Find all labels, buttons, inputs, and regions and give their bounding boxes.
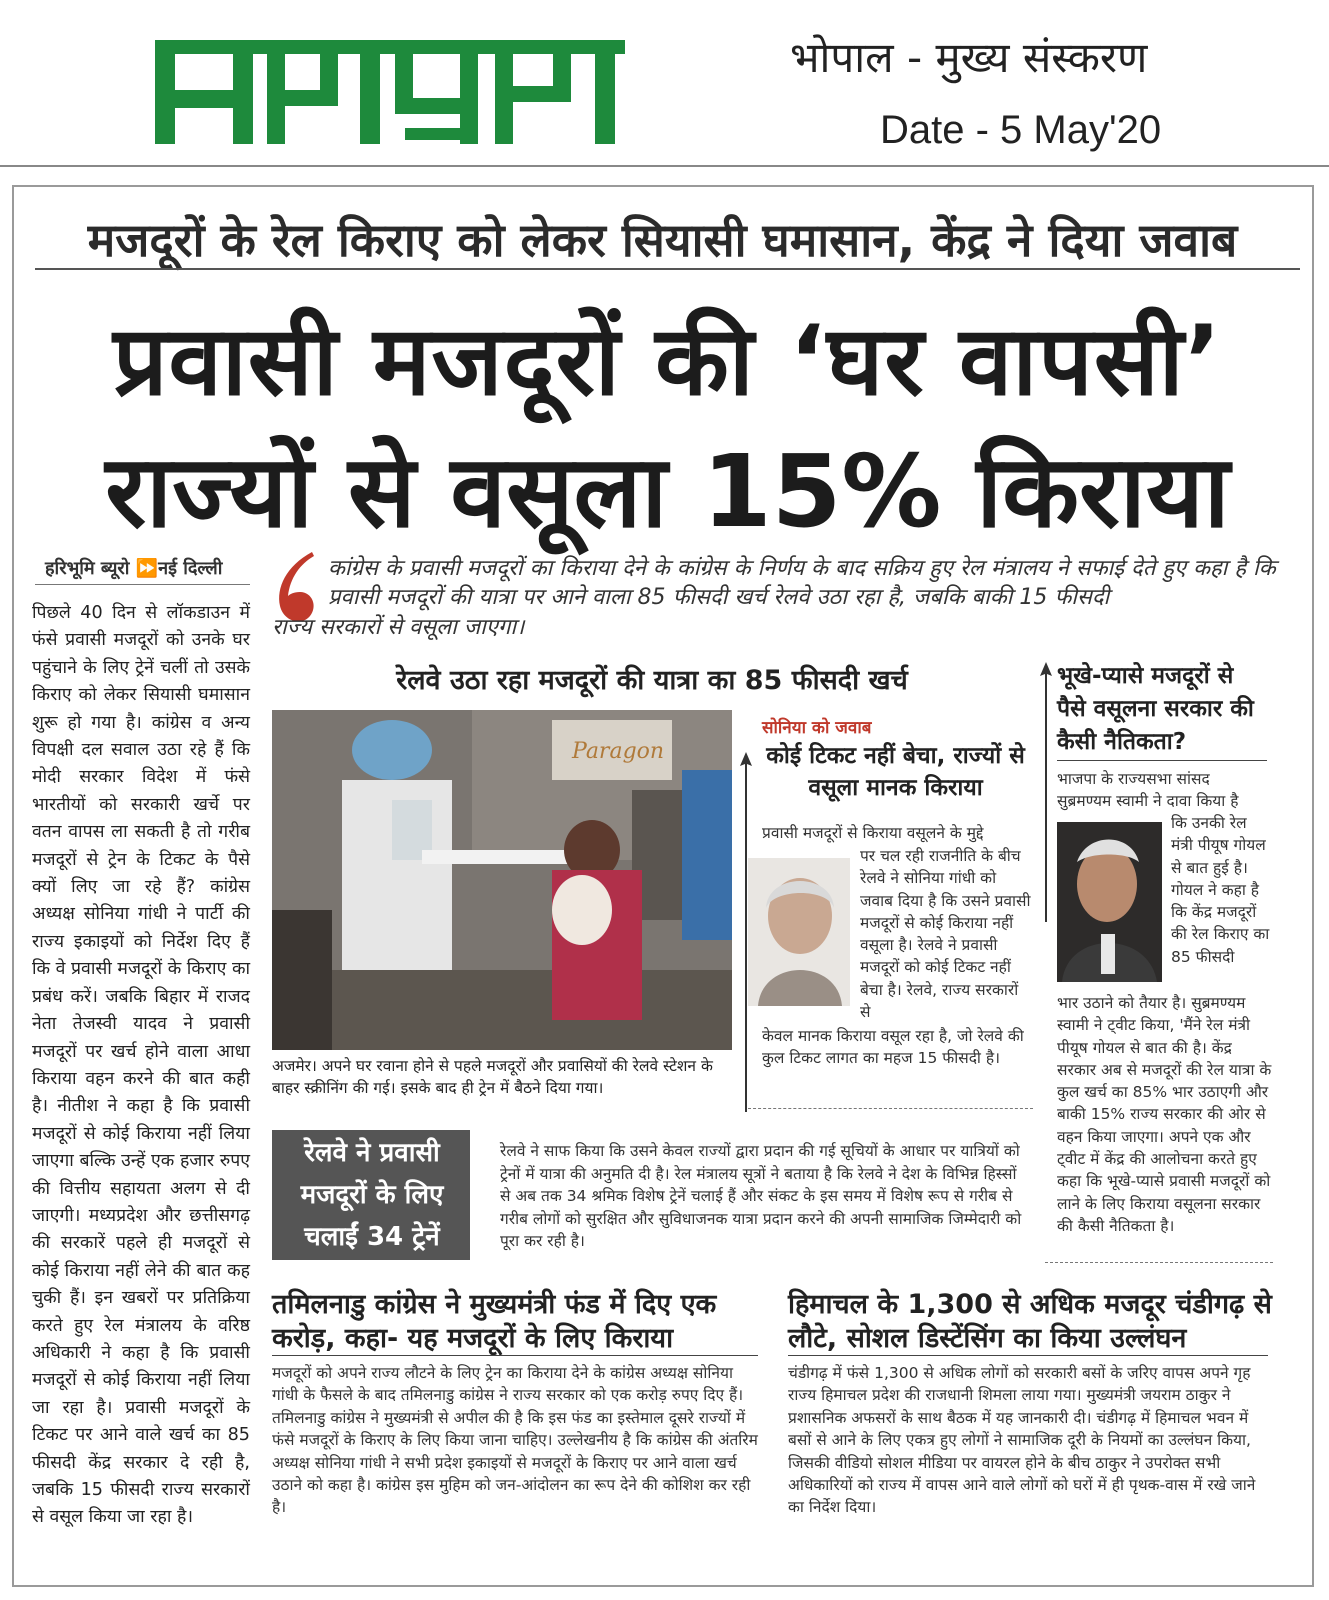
pull-quote-end: राज्य सरकारों से वसूला जाएगा। [272,615,525,640]
sonia-kicker: सोनिया को जवाब [762,718,872,738]
header-divider [0,165,1329,167]
lead-article-body: पिछले 40 दिन से लॉकडाउन में फंसे प्रवासी मजदूरों को उनके घर पहुंचाने के लिए ट्रेनें चलीं तो उसके किराए को लेकर सियासी घमासान शुरू हो गया है। कांग्रेस व अन्य विपक्षी दल सवाल उठा रहे हैं कि मोदी सरकार विदेश में फंसे भारतीयों को सरकारी खर्चे पर वतन वापस ला सकती है तो गरीब मजदूरों से ट्रेन के टिकट के पैसे क्यों लिए जा रहे हैं? कांग्रेस अध्यक्ष सोनिया गांधी ने पार्टी की राज्य इकाइयों को निर्देश दिए हैं कि वे प्रवासी मजदूरों के किराए का प्रबंध करें। जबकि बिहार में राजद नेता तेजस्वी यादव ने प्रवासी मजदूरों पर खर्च होने वाला आधा किराया वहन करने की बात कही है। नीतीश ने कहा है कि प्रवासी मजदूरों से कोई किराया नहीं लिया जाएगा बल्कि उन्हें एक हजार रुपए की वित्तीय सहायता अलग से दी जाएगी। मध्यप्रदेश और छत्तीसगढ़ की सरकारें पहले ही मजदूरों से कोई किराया नहीं लेने की बात कह चुकी हैं। इन खबरों पर प्रतिक्रिया करते हुए रेल मंत्रालय के वरिष्ठ अधिकारी ने कहा है कि प्रवासी मजदूरों से कोई किराया नहीं लिया जा रहा है। प्रवासी मजदूरों के टिकट पर आने वाले खर्च का 85 फीसदी केंद्र सरकार दे रही है, जबकि 15 फीसदी राज्य सरकारों से वसूल किया जा रहा है। [32,603,251,1528]
headline-line-2: राज्यों से वसूला 15% किराया [105,433,1230,550]
sonia-headline: कोई टिकट नहीं बेचा, राज्यों से वसूला मानक किराया [766,743,1025,801]
tamilnadu-headline: तमिलनाडु कांग्रेस ने मुख्यमंत्री फंड में दिए एक करोड़, कहा- यह मजदूरों के लिए किराया [272,1289,717,1354]
byline: हरिभूमि ब्यूरो ⏩नई दिल्ली [45,558,223,579]
byline-divider [35,584,250,585]
arrow-up-icon [1040,662,1052,922]
himachal-headline: हिमाचल के 1,300 से अधिक मजदूर चंडीगढ़ से लौटे, सोशल डिस्टेंसिंग का किया उल्लंघन [788,1289,1272,1354]
sonia-text-side: पर चल रही राजनीति के बीच रेलवे ने सोनिया गांधी को जवाब दिया है कि उसने प्रवासी मजदूरों से कोई किराया नहीं वसूला है। रेलवे ने प्रवासी मजदूरों को कोई टिकट नहीं बेचा है। रेलवे, राज्य सरकारों से [860,847,1031,1022]
edition-date: Date - 5 May'20 [880,108,1162,152]
swamy-text-bottom: भार उठाने को तैयार है। सुब्रमण्यम स्वामी ने ट्वीट किया, 'मैंने रेल मंत्री पीयूष गोयल से बात की है। केंद्र सरकार अब से मजदूरों की रेल यात्रा के कुल खर्च का 85% भार उठाएगी और बाकी 15% राज्य सरकार की ओर से वहन किया जाएगा। अपने एक और ट्वीट में केंद्र की आलोचना करते हुए कहा कि भूखे-प्यासे प्रवासी मजदूरों को लाने के लिए किराया वसूलना सरकार की कैसी नैतिकता है। [1057,994,1272,1235]
himachal-text: चंडीगढ़ में फंसे 1,300 से अधिक लोगों को सरकारी बसों के जरिए वापस अपने गृह राज्य हिमाचल प्रदेश की राजधानी शिमला लाया गया। मुख्यमंत्री जयराम ठाकुर ने प्रशासनिक अफसरों के साथ बैठक में यह जानकारी दी। चंडीगढ़ में हिमाचल भवन में बसों से आने के लिए एकत्र हुए लोगों ने सामाजिक दूरी के नियमों का उल्लंघन किया, जिसकी वीडियो सोशल मीडिया पर वायरल होने के बीच ठाकुर ने उपरोक्त सभी अधिकारियों को राज्य में वापस आने वाले लोगों को घरों में ही पृथक-वास में रखे जाने का निर्देश दिया। [788,1364,1256,1517]
railway-subheadline: रेलवे उठा रहा मजदूरों की यात्रा का 85 फीसदी खर्च [396,665,908,696]
sonia-text-top: प्रवासी मजदूरों से किराया वसूलने के मुद्दे [762,824,984,842]
trains-highlight-title: रेलवे ने प्रवासी मजदूरों के लिए चलाईं 34 ट्रेनें [300,1138,444,1252]
swamy-text-side: कि उनकी रेल मंत्री पीयूष गोयल से बात हुई है। गोयल ने कहा है कि केंद्र मजदूरों की रेल किराए का 85 फीसदी [1171,814,1270,966]
edition-label: भोपाल - मुख्य संस्करण [790,33,1148,82]
screening-photo [272,710,732,1050]
swamy-headline: भूखे-प्यासे मजदूरों से पैसे वसूलना सरकार की कैसी नैतिकता? [1057,663,1254,755]
haribhoomi-logo [155,40,635,145]
tamilnadu-text: मजदूरों को अपने राज्य लौटने के लिए ट्रेन का किराया देने के कांग्रेस अध्यक्ष सोनिया गांधी के फैसले के बाद तमिलनाडु कांग्रेस ने राज्य सरकार को एक करोड़ रुपए दिए हैं। तमिलनाडु कांग्रेस ने मुख्यमंत्री से अपील की है कि इस फंड का इस्तेमाल दूसरे राज्यों में फंसे मजदूरों के किराए के लिए किया जाना चाहिए। उल्लेखनीय है कि कांग्रेस की अंतरिम अध्यक्ष सोनिया गांधी ने सभी प्रदेश इकाइयों से मजदूरों के किराए पर आने वाला खर्च उठाने को कहा है। कांग्रेस इस मुहिम को जन-आंदोलन का रूप देने की कोशिश कर रही है। [272,1364,758,1517]
himachal-divider [788,1355,1268,1356]
kicker-divider [35,268,1300,270]
photo-sign-text: Paragon [572,739,665,764]
swamy-text-top: भाजपा के राज्यसभा सांसद सुब्रमण्यम स्वामी ने दावा किया है [1057,770,1239,811]
swamy-headline-divider [1057,760,1267,761]
trains-text: रेलवे ने साफ किया कि उसने केवल राज्यों द्वारा प्रदान की गई सूचियों के आधार पर यात्रियों को ट्रेनों में यात्रा की अनुमति दी है। रेल मंत्रालय सूत्रों ने बताया है कि रेलवे ने देश के विभिन्न हिस्सों से अब तक 34 श्रमिक विशेष ट्रेनें चलाई हैं और संकट के इस समय में विशेष रूप से गरीब से गरीब लोगों को सुरक्षित और सुविधाजनक यात्रा प्रदान करने की अपनी सामाजिक जिम्मेदारी को पूरा कर रही है। [500,1142,1022,1250]
subramanian-swamy-photo [1057,822,1162,982]
sonia-text-bottom: केवल मानक किराया वसूल रहा है, जो रेलवे की कुल टिकट लागत का महज 15 फीसदी है। [762,1027,1024,1067]
pull-quote: कांग्रेस के प्रवासी मजदूरों का किराया देने के कांग्रेस के निर्णय के बाद सक्रिय हुए रेल मंत्रालय ने सफाई देते हुए कहा है कि प्रवासी मजदूरों की यात्रा पर आने वाला 85 फीसदी खर्च रेलवे उठा रहा है, जबकि बाकी 15 फीसदी [328,556,1276,610]
photo-caption: अजमेर। अपने घर रवाना होने से पहले मजदूरों और प्रवासियों की रेलवे स्टेशन के बाहर स्क्रीनिंग की गई। इसके बाद ही ट्रेन में बैठने दिया गया। [272,1057,713,1097]
article-kicker: मजदूरों के रेल किराए को लेकर सियासी घमासान, केंद्र ने दिया जवाब [87,213,1238,267]
sonia-gandhi-photo [748,858,850,1006]
tamilnadu-divider [272,1355,758,1356]
swamy-box-divider [1045,1262,1273,1264]
sonia-box-divider [748,1108,1033,1110]
headline-line-1: प्रवासी मजदूरों की ‘घर वापसी’ [112,305,1223,417]
